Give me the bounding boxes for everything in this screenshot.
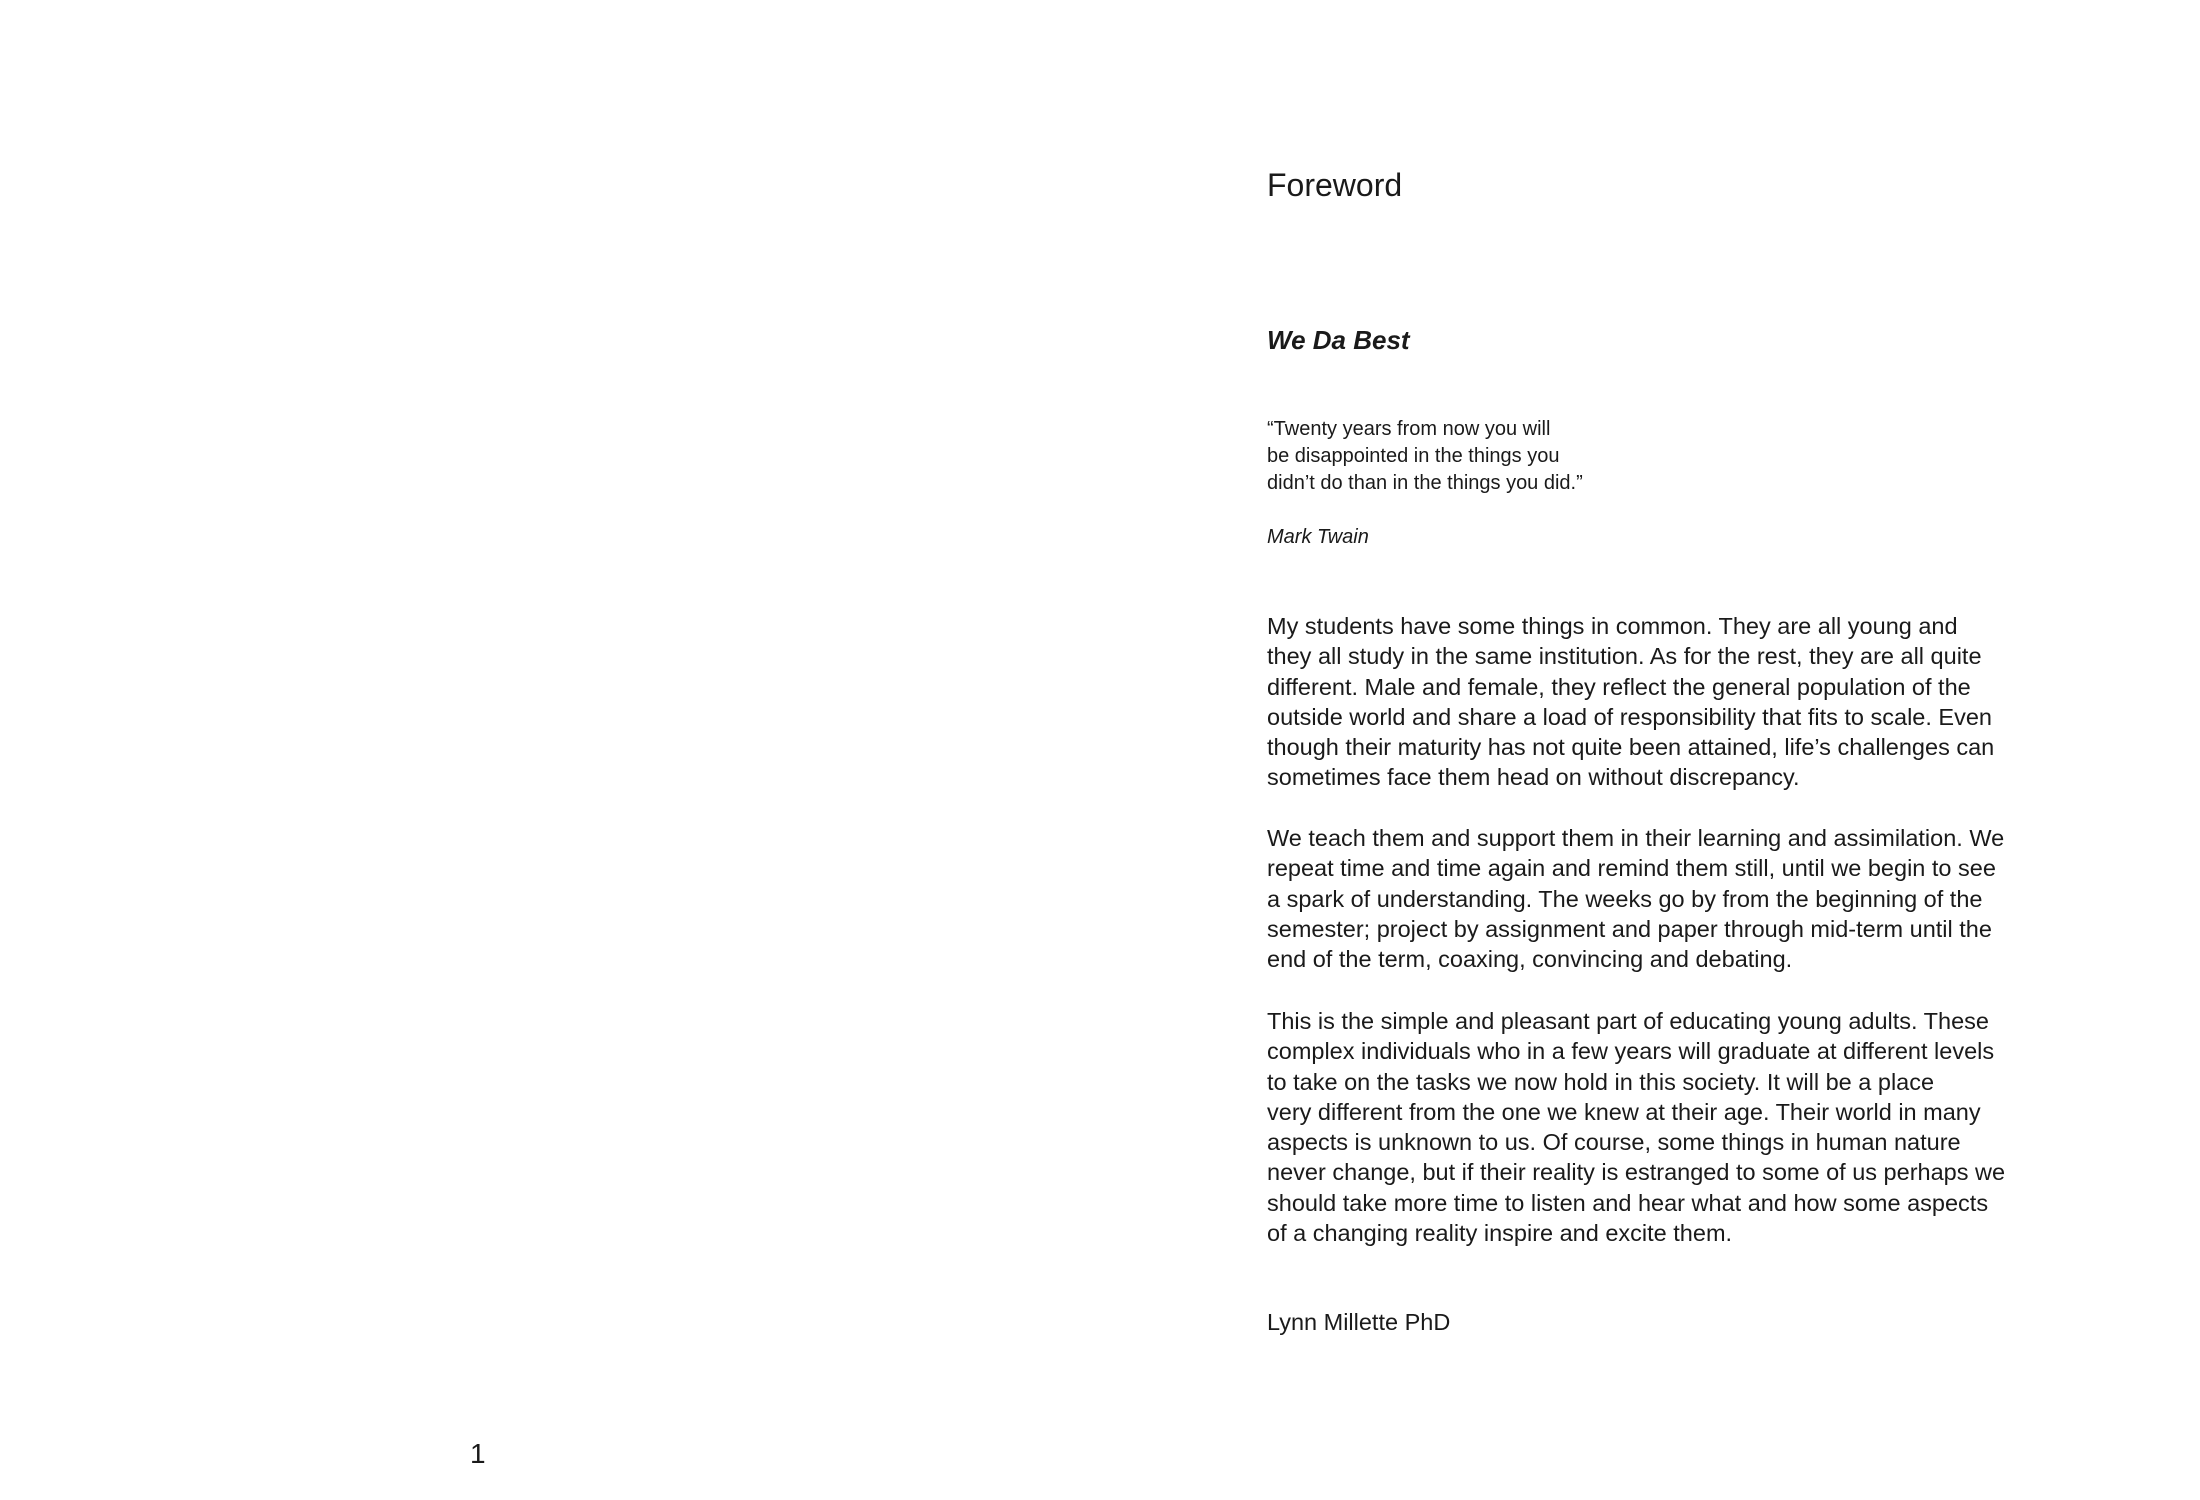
body-paragraph: [1267, 823, 2147, 974]
paragraph-line: different. Male and female, they reflect the general population of the: [1267, 673, 1971, 700]
paragraph-line: This is the simple and pleasant part of educating young adults. These: [1267, 1008, 1989, 1034]
epigraph-line: didn’t do than in the things you did.”: [1267, 472, 1583, 494]
paragraph-line: aspects is unknown to us. Of course, some things in human nature: [1267, 1129, 1961, 1156]
paragraph-line: outside world and share a load of responsibility that fits to scale. Even: [1267, 703, 1992, 730]
page-title: Foreword: [1267, 167, 1403, 203]
paragraph-line: very different from the one we knew at their age. Their world in many: [1267, 1098, 1981, 1125]
paragraph-line: My students have some things in common. They are all young and: [1267, 613, 1958, 639]
epigraph-line: “Twenty years from now you will: [1267, 418, 1551, 440]
epigraph-quote: [1267, 416, 1583, 497]
paragraph-line: of a changing reality inspire and excite them.: [1267, 1220, 1733, 1247]
body-paragraph: [1267, 1006, 2147, 1248]
paragraph-line: never change, but if their reality is estranged to some of us perhaps we: [1267, 1159, 2006, 1186]
right-page: [1100, 0, 2200, 1500]
paragraph-line: though their maturity has not quite been attained, life’s challenges can: [1267, 734, 1995, 761]
paragraph-line: end of the term, coaxing, convincing and debating.: [1267, 946, 1793, 973]
paragraph-line: repeat time and time again and remind them still, until we begin to see: [1267, 855, 1996, 882]
chapter-subtitle: We Da Best: [1267, 325, 1410, 355]
body-paragraph: [1267, 611, 2147, 793]
paragraph-line: to take on the tasks we now hold in this society. It will be a place: [1267, 1068, 1935, 1095]
paragraph-line: We teach them and support them in their learning and assimilation. We: [1267, 825, 2005, 851]
paragraph-line: sometimes face them head on without discrepancy.: [1267, 764, 1800, 791]
paragraph-line: should take more time to listen and hear what and how some aspects: [1267, 1189, 1989, 1216]
paragraph-line: semester; project by assignment and paper through mid-term until the: [1267, 915, 1992, 942]
epigraph-line: be disappointed in the things you: [1267, 445, 1560, 467]
author-signature: Lynn Millette PhD: [1267, 1309, 1451, 1335]
paragraph-line: complex individuals who in a few years will graduate at different levels: [1267, 1038, 1995, 1065]
page-number: 1: [470, 1438, 486, 1469]
paragraph-line: a spark of understanding. The weeks go by from the beginning of the: [1267, 885, 1983, 912]
paragraph-line: they all study in the same institution. As for the rest, they are all quite: [1267, 643, 1982, 670]
epigraph-author: Mark Twain: [1267, 526, 1369, 548]
